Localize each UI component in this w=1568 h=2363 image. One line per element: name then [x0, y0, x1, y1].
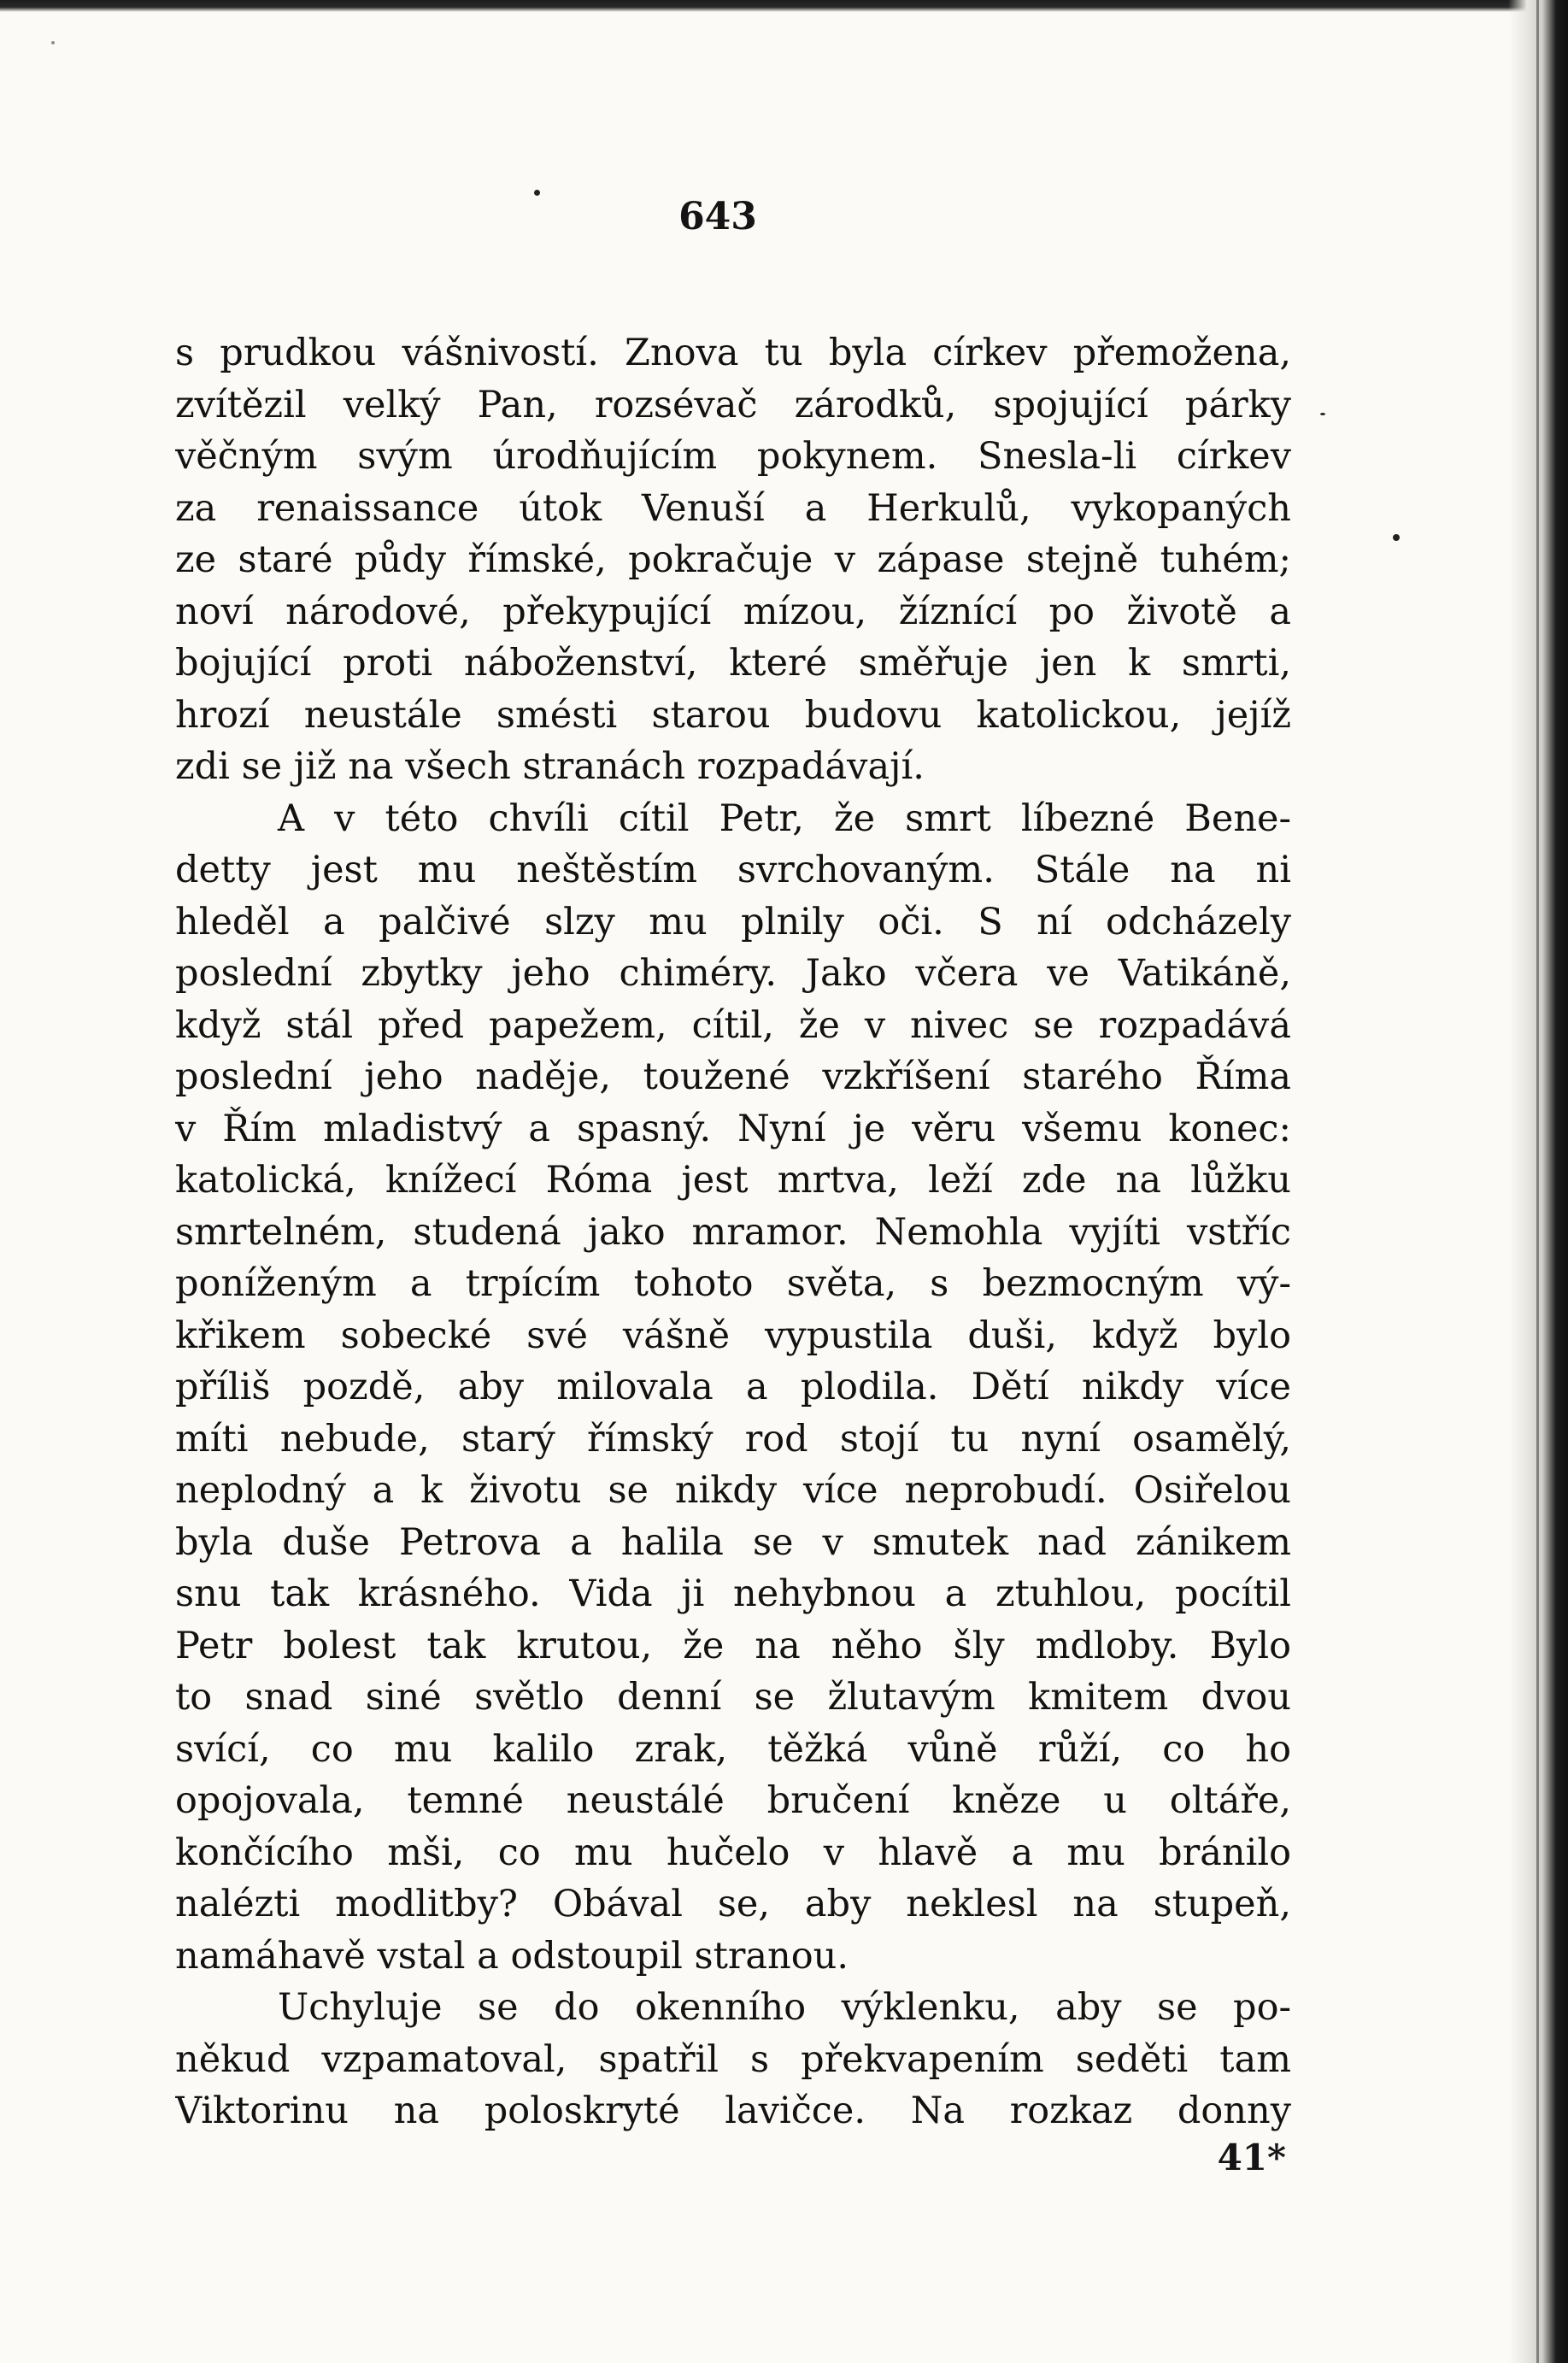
scan-speck: [1320, 413, 1325, 415]
text-line: namáhavě vstal a odstoupil stranou.: [175, 1934, 849, 1978]
text-line: A v této chvíli cítil Petr, že smrt líbezné Bene-: [278, 796, 1291, 840]
text-line: poslední jeho naděje, toužené vzkříšení starého Říma: [175, 1055, 1291, 1098]
text-line: křikem sobecké své vášně vypustila duši, když bylo: [175, 1314, 1291, 1357]
text-line: neplodný a k životu se nikdy více neprobudí. Osiřelou: [175, 1469, 1291, 1512]
text-line: katolická, knížecí Róma jest mrtva, leží zde na lůžku: [175, 1159, 1291, 1202]
text-line: bojující proti náboženství, které směřuje jen k smrti,: [175, 642, 1291, 685]
text-line: poslední zbytky jeho chiméry. Jako včera ve Vatikáně,: [175, 952, 1291, 995]
signature-mark: 41*: [1217, 2137, 1286, 2178]
page-number: 643: [678, 195, 757, 238]
text-line: věčným svým úrodňujícím pokynem. Snesla-li církev: [175, 435, 1291, 478]
text-line: míti nebude, starý římský rod stojí tu nyní osamělý,: [175, 1417, 1291, 1461]
text-line: za renaissance útok Venuší a Herkulů, vykopaných: [175, 486, 1291, 530]
text-line: zdi se již na všech stranách rozpadávají.: [175, 745, 925, 788]
text-line: byla duše Petrova a halila se v smutek nad zánikem: [175, 1520, 1291, 1564]
body-text: [175, 327, 1291, 2137]
text-line: snu tak krásného. Vida ji nehybnou a ztuhlou, pocítil: [175, 1572, 1291, 1615]
scan-speck: [51, 41, 55, 44]
text-line: Petr bolest tak krutou, že na něho šly mdloby. Bylo: [175, 1624, 1291, 1667]
text-line: svící, co mu kalilo zrak, těžká vůně růží, co ho: [175, 1727, 1291, 1771]
text-line: Viktorinu na poloskryté lavičce. Na rozkaz donny: [175, 2090, 1291, 2132]
text-line: hrozí neustále smésti starou budovu katolickou, jejíž: [175, 693, 1291, 737]
text-line: to snad siné světlo denní se žlutavým kmitem dvou: [175, 1676, 1291, 1719]
text-line: opojovala, temné neustálé bručení kněze u oltáře,: [175, 1779, 1291, 1822]
text-line: detty jest mu neštěstím svrchovaným. Stále na ni: [175, 849, 1291, 891]
text-line: noví národové, překypující mízou, žíznící po životě a: [175, 590, 1291, 633]
text-line: příliš pozdě, aby milovala a plodila. Dětí nikdy více: [175, 1366, 1291, 1408]
scan-top-edge: [0, 0, 1568, 12]
text-line: s prudkou vášnivostí. Znova tu byla církev přemožena,: [175, 332, 1291, 374]
text-line: v Řím mladistvý a spasný. Nyní je věru všemu konec:: [175, 1107, 1291, 1150]
text-line: hleděl a palčivé slzy mu plnily oči. S ní odcházely: [175, 900, 1291, 943]
text-line: zvítězil velký Pan, rozsévač zárodků, spojující párky: [175, 383, 1291, 426]
scan-speck: [534, 190, 540, 196]
text-line: ze staré půdy římské, pokračuje v zápase stejně tuhém;: [175, 538, 1291, 581]
text-line: smrtelném, studená jako mramor. Nemohla vyjíti vstříc: [175, 1210, 1291, 1254]
text-line: nalézti modlitby? Obával se, aby neklesl na stupeň,: [175, 1883, 1291, 1925]
text-line: někud vzpamatoval, spatřil s překvapením seděti tam: [175, 2037, 1291, 2081]
text-line: když stál před papežem, cítil, že v nivec se rozpadává: [175, 1003, 1291, 1047]
text-line: poníženým a trpícím tohoto světa, s bezmocným vý-: [175, 1262, 1291, 1305]
scan-right-edge-line: [1536, 0, 1539, 2363]
text-line: končícího mši, co mu hučelo v hlavě a mu bránilo: [175, 1831, 1291, 1874]
text-line: Uchyluje se do okenního výklenku, aby se po-: [278, 1986, 1291, 2029]
scan-speck: [1393, 534, 1400, 541]
